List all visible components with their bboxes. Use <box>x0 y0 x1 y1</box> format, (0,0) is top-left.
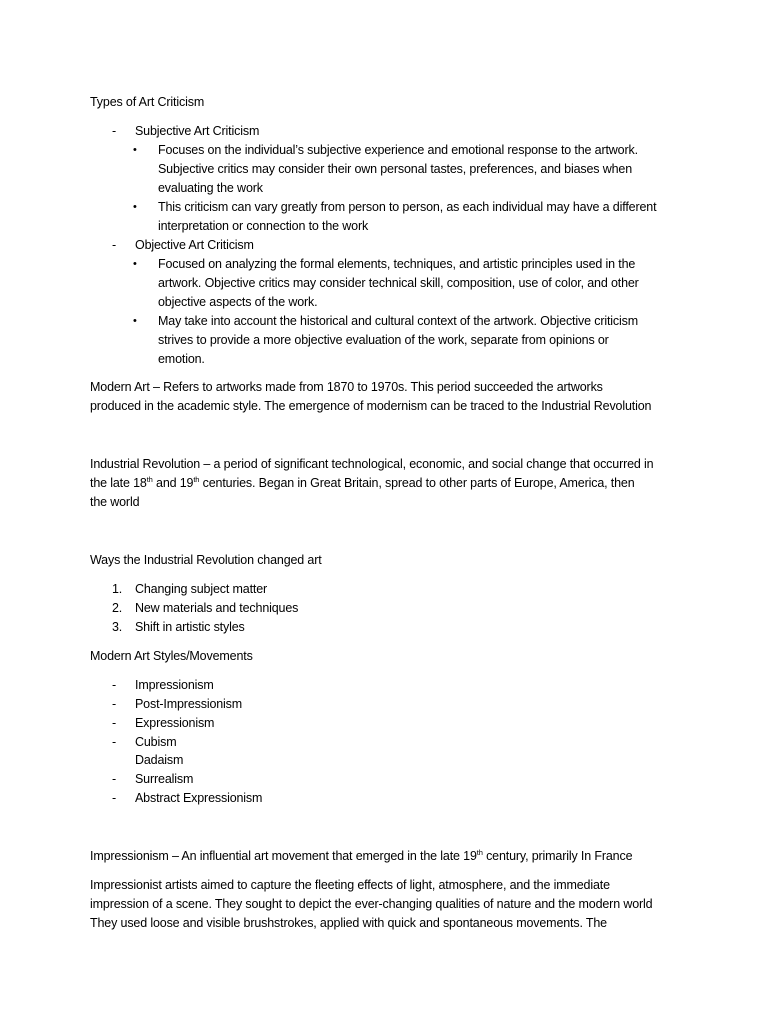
heading-modern-art-movements: Modern Art Styles/Movements <box>90 649 253 663</box>
bullet-marker: • <box>133 315 137 327</box>
text-segment: centuries. Began in Great Britain, spread to other parts of Europe, America, then <box>199 476 635 490</box>
dash-marker: - <box>112 716 117 730</box>
industrial-revolution-line-2 <box>90 476 635 491</box>
modern-art-line-2: produced in the academic style. The emergence of modernism can be traced to the Industrial Revolution <box>90 399 652 413</box>
heading-ways-industrial-revolution: Ways the Industrial Revolution changed art <box>90 553 322 567</box>
movement-item: Impressionism <box>135 678 214 692</box>
dash-marker: - <box>112 697 117 711</box>
ways-item: New materials and techniques <box>135 601 299 615</box>
impressionist-paragraph-line-2: impression of a scene. They sought to depict the ever-changing qualities of nature and the modern world <box>90 897 653 911</box>
bullet-marker: • <box>133 201 137 213</box>
subjective-bullet-1-line-3: evaluating the work <box>158 181 263 195</box>
subjective-criticism-label: Subjective Art Criticism <box>135 124 260 138</box>
bullet-marker: • <box>133 144 137 156</box>
impressionist-paragraph-line-1: Impressionist artists aimed to capture the fleeting effects of light, atmosphere, and the immediate <box>90 878 610 892</box>
text-segment: and 19 <box>152 476 194 490</box>
modern-art-line-1: Modern Art – Refers to artworks made from 1870 to 1970s. This period succeeded the artworks <box>90 380 603 394</box>
subjective-bullet-1-line-1: Focuses on the individual’s subjective experience and emotional response to the artwork. <box>158 143 638 157</box>
dash-marker: - <box>112 791 117 805</box>
dash-marker: - <box>112 238 117 252</box>
movement-item: Post-Impressionism <box>135 697 243 711</box>
objective-bullet-2-line-3: emotion. <box>158 352 205 366</box>
dash-marker: - <box>112 678 117 692</box>
movement-item: Dadaism <box>135 753 184 767</box>
bullet-marker: • <box>133 258 137 270</box>
dash-marker: - <box>112 772 117 786</box>
subjective-bullet-2-line-1: This criticism can vary greatly from person to person, as each individual may have a different <box>158 200 657 214</box>
superscript: th <box>193 474 200 484</box>
impressionism-definition <box>90 849 632 864</box>
industrial-revolution-line-3: the world <box>90 495 140 509</box>
objective-bullet-2-line-2: strives to provide a more objective evaluation of the work, separate from opinions or <box>158 333 609 347</box>
list-number: 3. <box>112 620 123 634</box>
superscript: th <box>476 847 483 857</box>
ways-item: Shift in artistic styles <box>135 620 245 634</box>
ways-item: Changing subject matter <box>135 582 268 596</box>
impressionist-paragraph-line-3: They used loose and visible brushstrokes, applied with quick and spontaneous movements. The <box>90 916 607 930</box>
objective-bullet-2-line-1: May take into account the historical and cultural context of the artwork. Objective criticism <box>158 314 639 328</box>
dash-marker: - <box>112 124 117 138</box>
movement-item: Surrealism <box>135 772 194 786</box>
text-segment: century, primarily In France <box>482 849 633 863</box>
movement-item: Abstract Expressionism <box>135 791 263 805</box>
movement-item: Expressionism <box>135 716 215 730</box>
text-segment: Impressionism – An influential art movement that emerged in the late 19 <box>90 849 477 863</box>
objective-bullet-1-line-3: objective aspects of the work. <box>158 295 318 309</box>
list-number: 1. <box>112 582 123 596</box>
movement-item: Cubism <box>135 735 177 749</box>
objective-criticism-label: Objective Art Criticism <box>135 238 254 252</box>
list-number: 2. <box>112 601 123 615</box>
heading-types-of-art-criticism: Types of Art Criticism <box>90 95 205 109</box>
text-segment: the late 18 <box>90 476 147 490</box>
dash-marker: - <box>112 735 117 749</box>
objective-bullet-1-line-2: artwork. Objective critics may consider technical skill, composition, use of color, and other <box>158 276 639 290</box>
subjective-bullet-2-line-2: interpretation or connection to the work <box>158 219 369 233</box>
objective-bullet-1-line-1: Focused on analyzing the formal elements, techniques, and artistic principles used in the <box>158 257 636 271</box>
superscript: th <box>146 474 153 484</box>
subjective-bullet-1-line-2: Subjective critics may consider their own personal tastes, preferences, and biases when <box>158 162 632 176</box>
industrial-revolution-line-1: Industrial Revolution – a period of significant technological, economic, and social change that occurred in <box>90 457 654 471</box>
